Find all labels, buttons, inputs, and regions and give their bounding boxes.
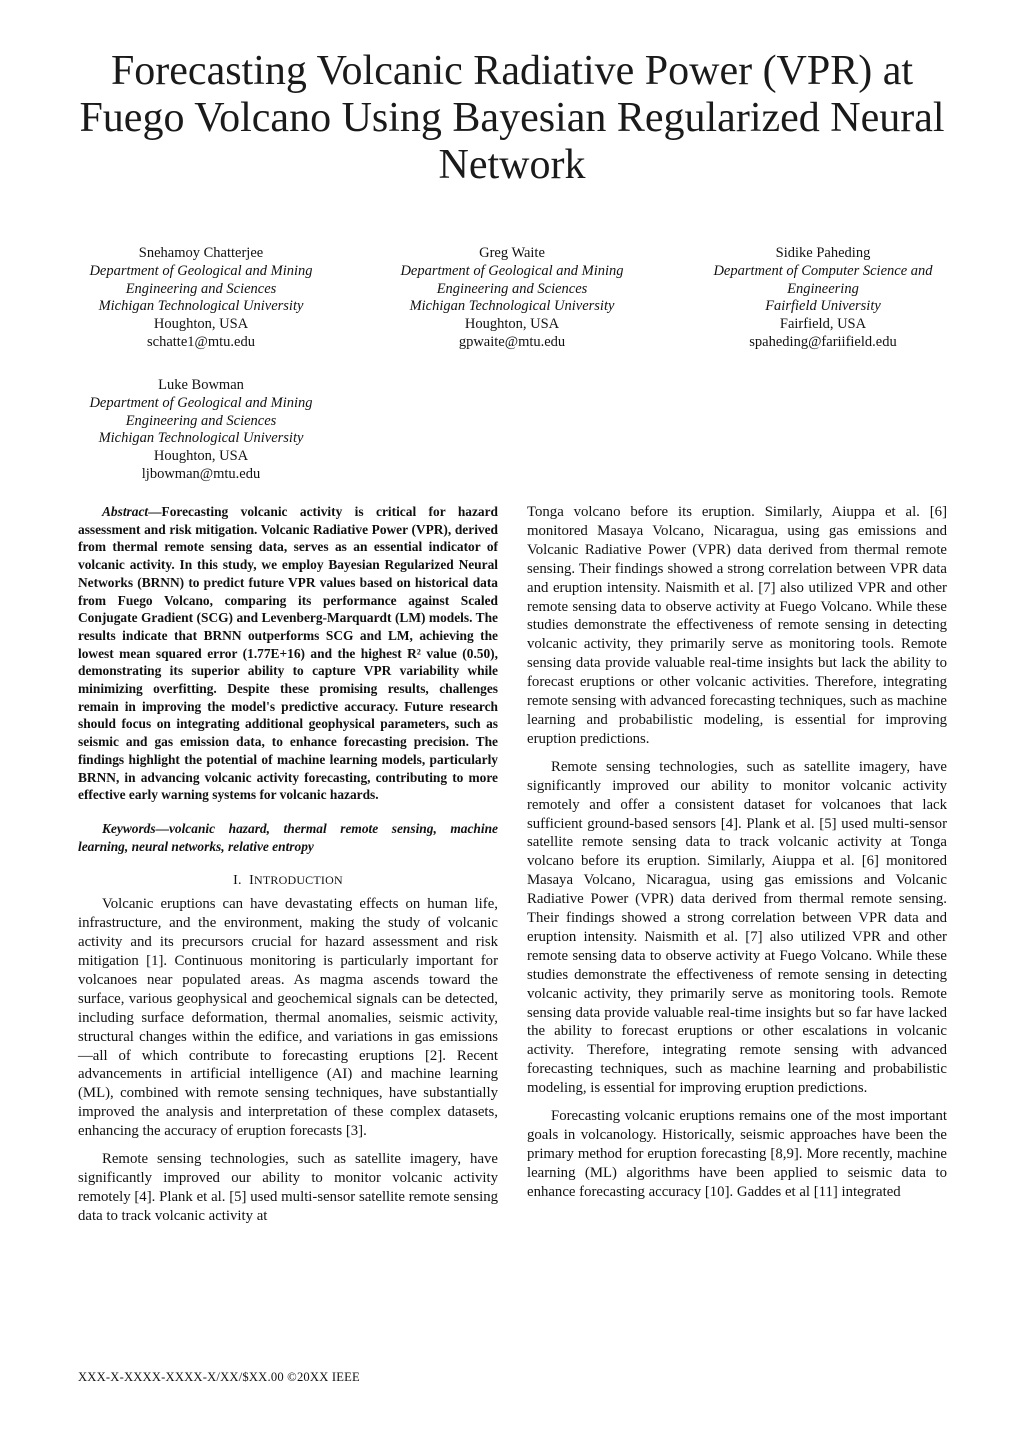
author-block-bowman: [41, 377, 361, 484]
intro-paragraph: Remote sensing technologies, such as satellite imagery, have significantly improved our ability to monitor volcanic activity remotely [4]. Plank et al. [5] used multi-sensor satellite remote sensing data to track volcanic activity at: [78, 1151, 498, 1224]
author-affiliation: Michigan Technological University: [409, 298, 615, 315]
left-column: [78, 503, 498, 1226]
abstract: [78, 503, 498, 804]
author-affiliation: Department of Computer Science and: [713, 262, 933, 279]
section-heading-introduction: [78, 871, 498, 891]
title-line: Forecasting Volcanic Radiative Power (VPR) at: [110, 48, 914, 94]
author-email: gpwaite@mtu.edu: [458, 333, 566, 350]
section-initial: I: [249, 873, 254, 889]
section-title-rest: NTRODUCTION: [253, 873, 343, 888]
author-affiliation: Department of Geological and Mining: [400, 262, 624, 279]
author-email: ljbowman@mtu.edu: [141, 465, 261, 482]
author-location: Houghton, USA: [464, 316, 560, 333]
title-line: Network: [438, 142, 586, 188]
continuation-paragraph: Tonga volcano before its eruption. Similarly, Aiuppa et al. [6] monitored Masaya Volcano, Nicaragua, using gas emissions and Volcanic Radiative Power (VPR) data derived from thermal remote sensing. Their findings showed a strong correlation between VPR data and eruption intensity. Naismith et al. [7] also utilized VPR and other remote sensing data to observe activity at Fuego Volcano. While these studies demonstrate the effectiveness of remote sensing in detecting volcanic activity, they primarily serve as monitoring tools. Remote sensing data provide valuable real-time insights but lack the ability to forecast eruptions or other volcanic activities. Therefore, integrating remote sensing with advanced forecasting techniques, such as machine learning and probabilistic modeling, is essential for improving eruption predictions.: [527, 504, 947, 747]
section-number: I.: [233, 873, 242, 889]
author-affiliation: Department of Geological and Mining: [89, 262, 313, 279]
intro-paragraph: Volcanic eruptions can have devastating effects on human life, infrastructure, and the environment, making the study of volcanic activity and its precursors crucial for hazard assessment and risk mitigation [1]. Continuous monitoring is particularly important for volcanoes near populated areas. As magma ascends toward the surface, various geophysical and geochemical signals can be detected, including surface deformation, thermal anomalies, seismic activity, structural changes within the edifice, and variations in gas emissions—all of which contribute to forecasting eruptions [2]. Recent advancements in artificial intelligence (AI) and machine learning (ML), combined with remote sensing techniques, have substantially improved the analysis and interpretation of these complex datasets, enhancing the accuracy of eruption forecasts [3].: [78, 896, 498, 1140]
author-location: Fairfield, USA: [779, 316, 867, 333]
author-affiliation: Engineering and Sciences: [436, 280, 588, 297]
right-column: [527, 503, 947, 1202]
author-affiliation: Michigan Technological University: [98, 298, 304, 315]
abstract-label: Abstract: [102, 504, 149, 519]
abstract-text: —Forecasting volcanic activity is critical for hazard assessment and risk mitigation. Volcanic Radiative Power (VPR), derived from thermal remote sensing data, serves as an essential indicator of volcanic activity. In this study, we employ Bayesian Regularized Neural Networks (BRNN) to predict future VPR values based on historical data from Fuego Volcano, comparing its performance against Scaled Conjugate Gradient (SCG) and Levenberg-Marquardt (LM) models. The results indicate that BRNN outperforms SCG and LM, achieving the lowest mean squared error (1.77E+16) and the highest R² value (0.50), demonstrating its superior ability to capture VPR variability while minimizing overfitting. Despite these promising results, challenges remain in improving the model's predictive accuracy. Future research should focus on integrating additional geophysical parameters, such as seismic and gas emission data, to enhance forecasting precision. The findings highlight the potential of machine learning models, particularly BRNN, in advancing volcanic activity forecasting, contributing to more effective early warning systems for volcanic hazards.: [78, 504, 498, 803]
author-block-waite: [352, 245, 672, 352]
copyright-footer: XXX-X-XXXX-XXXX-X/XX/$XX.00 ©20XX IEEE: [78, 1370, 360, 1384]
author-block-paheding: [663, 245, 983, 352]
author-name: Greg Waite: [479, 245, 545, 261]
author-affiliation: Michigan Technological University: [98, 430, 304, 447]
keywords: Keywords—volcanic hazard, thermal remote sensing, machine learning, neural networks, relative entropy: [78, 820, 498, 854]
author-email: spaheding@fariifield.edu: [749, 333, 897, 350]
author-affiliation: Engineering: [787, 280, 859, 297]
body-paragraph: Forecasting volcanic eruptions remains one of the most important goals in volcanology. Historically, seismic approaches have been the primary method for eruption forecasting [8,9]. More recently, machine learning (ML) algorithms have been applied to seismic data to enhance forecasting accuracy [10]. Gaddes et al [11] integrated: [527, 1108, 947, 1200]
title-line: Fuego Volcano Using Bayesian Regularized Neural: [79, 95, 945, 141]
author-affiliation: Department of Geological and Mining: [89, 394, 313, 411]
author-location: Houghton, USA: [153, 316, 249, 333]
author-affiliation: Engineering and Sciences: [125, 280, 277, 297]
author-name: Luke Bowman: [158, 377, 244, 393]
body-paragraph: Remote sensing technologies, such as satellite imagery, have significantly improved our ability to monitor volcanic activity remotely and offer a consistent dataset for volcanoes that lack sufficient ground-based sensors [4]. Plank et al. [5] used multi-sensor satellite remote sensing data to track volcanic activity at Tonga volcano before its eruption. Similarly, Aiuppa et al. [6] monitored Masaya Volcano, Nicaragua, using gas emissions and Volcanic Radiative Power (VPR) data derived from thermal remote sensing. Their findings showed a strong correlation between VPR data and eruption intensity. Naismith et al. [7] also utilized VPR and other remote sensing data to observe activity at Fuego Volcano. While these studies demonstrate the effectiveness of remote sensing in detecting volcanic activity, they primarily serve as monitoring tools. Remote sensing data provide valuable real-time insights but so far have lacked the ability to forecast eruptions or other escalations in volcanic activity. Therefore, integrating remote sensing with advanced forecasting techniques, such as machine learning and probabilistic modeling, is essential for improving eruption predictions.: [527, 758, 947, 1097]
paper-title: [60, 48, 964, 189]
author-email: schatte1@mtu.edu: [147, 333, 255, 350]
author-block-chatterjee: [41, 245, 361, 352]
author-name: Snehamoy Chatterjee: [138, 245, 264, 261]
author-affiliation: Engineering and Sciences: [125, 412, 277, 429]
author-name: Sidike Paheding: [775, 245, 871, 261]
author-location: Houghton, USA: [153, 448, 249, 465]
author-affiliation: Fairfield University: [765, 298, 881, 315]
